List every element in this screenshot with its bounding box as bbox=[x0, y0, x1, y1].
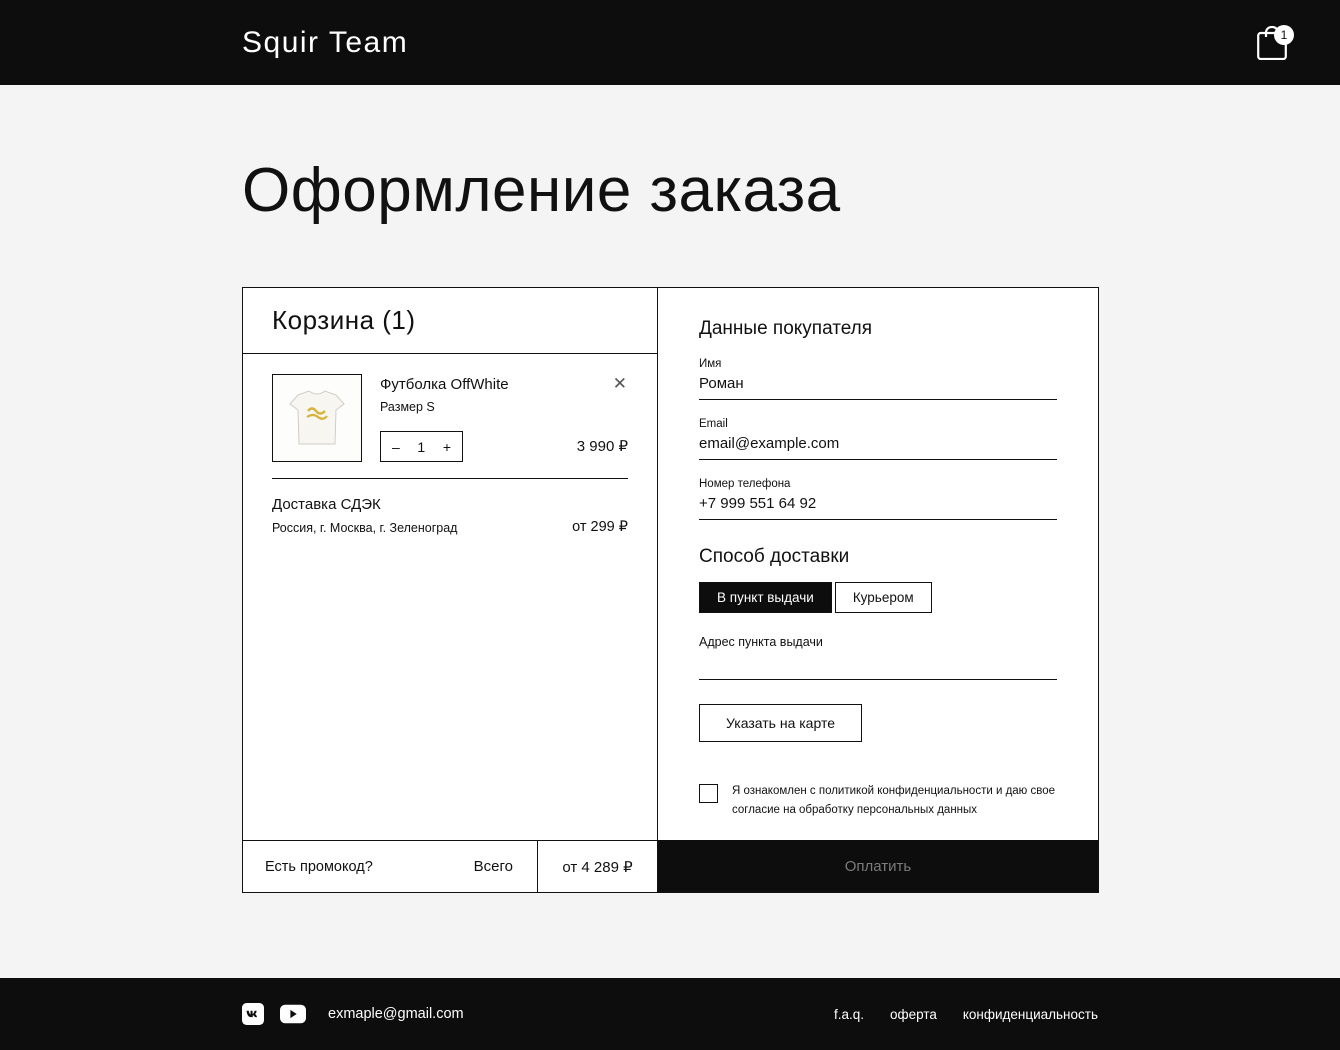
tshirt-image bbox=[286, 389, 348, 447]
delivery-option-pickup[interactable]: В пункт выдачи bbox=[699, 582, 832, 613]
pay-button[interactable]: Оплатить bbox=[658, 840, 1098, 892]
email-input[interactable]: email@example.com bbox=[699, 435, 1057, 460]
footer-left bbox=[242, 1003, 464, 1025]
total-label: Всего bbox=[473, 858, 513, 875]
cart-item-price: 3 990 ₽ bbox=[576, 438, 628, 455]
delivery-section-title: Способ доставки bbox=[699, 546, 850, 567]
promo-row bbox=[243, 841, 537, 892]
checkout-panel bbox=[242, 287, 1099, 893]
close-icon[interactable]: ✕ bbox=[612, 374, 627, 393]
cart-footer bbox=[243, 840, 657, 892]
field-phone bbox=[699, 478, 1057, 520]
name-input[interactable]: Роман bbox=[699, 375, 1057, 400]
footer-links bbox=[834, 1007, 1098, 1022]
site-header bbox=[0, 0, 1340, 85]
customer-section-title: Данные покупателя bbox=[699, 318, 873, 339]
delivery-price: от 299 ₽ bbox=[572, 519, 628, 535]
cart-button[interactable] bbox=[1244, 15, 1300, 71]
cart-item-size: Размер S bbox=[380, 400, 435, 414]
field-name bbox=[699, 358, 1057, 400]
cart-body bbox=[243, 354, 657, 840]
delivery-row bbox=[272, 479, 628, 535]
footer-email[interactable]: exmaple@gmail.com bbox=[328, 1006, 464, 1022]
pickup-address-label: Адрес пункта выдачи bbox=[699, 635, 823, 649]
field-name-label: Имя bbox=[699, 358, 722, 370]
vk-icon[interactable] bbox=[242, 1003, 264, 1025]
footer-link-privacy[interactable]: конфиденциальность bbox=[962, 1006, 1098, 1022]
quantity-stepper[interactable] bbox=[380, 431, 463, 462]
site-footer bbox=[0, 978, 1340, 1050]
total-value: от 4 289 ₽ bbox=[537, 841, 657, 892]
field-email bbox=[699, 418, 1057, 460]
cart-count-badge: 1 bbox=[1274, 25, 1294, 45]
form-body bbox=[658, 288, 1098, 840]
show-on-map-button[interactable]: Указать на карте bbox=[699, 704, 862, 742]
footer-link-faq[interactable]: f.a.q. bbox=[833, 1006, 864, 1022]
consent-row bbox=[699, 782, 1069, 820]
footer-link-offer[interactable]: оферта bbox=[889, 1006, 937, 1022]
delivery-option-courier[interactable]: Курьером bbox=[835, 582, 932, 613]
quantity-increase-button[interactable]: + bbox=[442, 438, 451, 455]
page-content bbox=[0, 85, 1340, 978]
brand-logo[interactable]: Squir Team bbox=[242, 25, 409, 59]
delivery-title: Доставка СДЭК bbox=[272, 496, 381, 513]
phone-input[interactable]: +7 999 551 64 92 bbox=[699, 495, 1057, 520]
delivery-method-toggle bbox=[699, 582, 1057, 613]
page-title: Оформление заказа bbox=[242, 156, 841, 225]
pickup-address-input[interactable] bbox=[699, 679, 1057, 680]
consent-checkbox[interactable] bbox=[699, 784, 718, 803]
consent-text: Я ознакомлен с политикой конфиденциальности и даю свое согласие на обработку персональных данных bbox=[732, 785, 1056, 817]
youtube-icon[interactable] bbox=[280, 1004, 306, 1024]
cart-column bbox=[243, 288, 658, 892]
cart-item-title: Футболка OffWhite bbox=[380, 376, 509, 393]
field-phone-label: Номер телефона bbox=[699, 478, 791, 490]
promo-code-link[interactable]: Есть промокод? bbox=[265, 858, 373, 875]
quantity-value: 1 bbox=[417, 438, 426, 455]
product-thumbnail[interactable] bbox=[272, 374, 362, 462]
quantity-decrease-button[interactable]: – bbox=[392, 438, 400, 455]
delivery-address: Россия, г. Москва, г. Зеленоград bbox=[272, 521, 458, 535]
field-email-label: Email bbox=[699, 418, 728, 430]
cart-heading: Корзина (1) bbox=[243, 288, 657, 354]
form-column bbox=[658, 288, 1098, 892]
cart-item bbox=[272, 374, 628, 479]
